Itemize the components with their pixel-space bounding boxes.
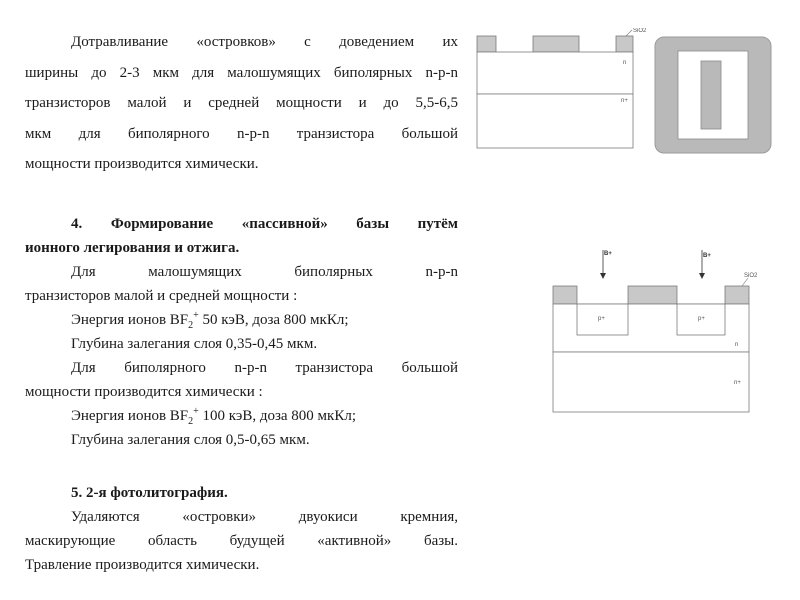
label-nplus: n+ [734, 380, 741, 386]
label-n: n [623, 60, 627, 66]
label-beam-right: B+ [703, 253, 711, 259]
label-n: n [735, 342, 739, 348]
oxide-island-center [628, 286, 677, 304]
section-second-photolithography [25, 481, 458, 577]
leader-line [742, 278, 748, 286]
text-line: Глубина залегания слоя 0,35-0,45 мкм. [71, 336, 318, 352]
n-layer [477, 52, 633, 94]
text-line: мкм для биполярного n-p-n транзистора большой [25, 125, 458, 142]
text-line: ширины до 2-3 мкм для малошумящих биполярных n-p-n [25, 64, 458, 81]
subscript: 2 [188, 320, 194, 331]
text-fragment: Энергия ионов BF [71, 312, 189, 328]
oxide-island-right [616, 36, 633, 52]
section-heading: 5. 2-я фотолитография. [71, 485, 228, 501]
paragraph-island-etching [25, 27, 458, 180]
text-line: транзисторов малой и средней мощности и до 5,5-6,5 [25, 95, 458, 112]
text-fragment: 100 кэВ, доза 800 мкКл; [198, 408, 356, 424]
text-line: Травление производится химически. [25, 557, 260, 573]
oxide-island-left [553, 286, 577, 304]
text-line: маскирующие область будущей «активной» базы. [25, 533, 458, 549]
oxide-island-right [725, 286, 749, 304]
photomask-icon [653, 35, 773, 155]
mask-pattern-bar [701, 61, 721, 129]
cross-section-diagram-islands [476, 28, 658, 152]
text-line: Удаляются «островки» двуокиси кремния, [71, 509, 458, 525]
nplus-substrate [553, 352, 749, 412]
superscript: + [193, 310, 199, 321]
text-line: мощности производится химически. [25, 156, 259, 173]
text-fragment: Энергия ионов BF [71, 408, 189, 424]
energy-line [25, 404, 458, 428]
text-line: Для биполярного n-p-n транзистора большой [71, 360, 458, 376]
text-fragment: 50 кэВ, доза 800 мкКл; [198, 312, 349, 328]
nplus-substrate [477, 94, 633, 148]
section-heading: 4. Формирование «пассивной» базы путём [71, 216, 458, 232]
text-line: транзисторов малой и средней мощности : [25, 288, 298, 304]
label-sio2: SiO2 [633, 28, 647, 34]
energy-line [25, 308, 458, 332]
text-line: Глубина залегания слоя 0,5-0,65 мкм. [71, 432, 310, 448]
arrowhead-left [600, 273, 606, 279]
section-passive-base [25, 212, 458, 452]
text-line: Для малошумящих биполярных n-p-n [71, 264, 458, 280]
text-line: Дотравливание «островков» с доведением их [71, 34, 458, 50]
superscript: + [193, 406, 199, 417]
label-p-left: p+ [598, 316, 605, 322]
label-beam-left: B+ [604, 251, 612, 257]
subscript: 2 [188, 416, 194, 427]
label-sio2: SiO2 [744, 273, 758, 279]
section-heading: ионного легирования и отжига. [25, 240, 240, 256]
label-p-right: p+ [698, 316, 705, 322]
text-line: мощности производится химически : [25, 384, 263, 400]
arrowhead-right [699, 273, 705, 279]
oxide-island-left [477, 36, 496, 52]
label-nplus: n+ [621, 98, 628, 104]
leader-line [626, 30, 632, 36]
cross-section-diagram-implantation [552, 246, 758, 416]
oxide-island-center [533, 36, 579, 52]
